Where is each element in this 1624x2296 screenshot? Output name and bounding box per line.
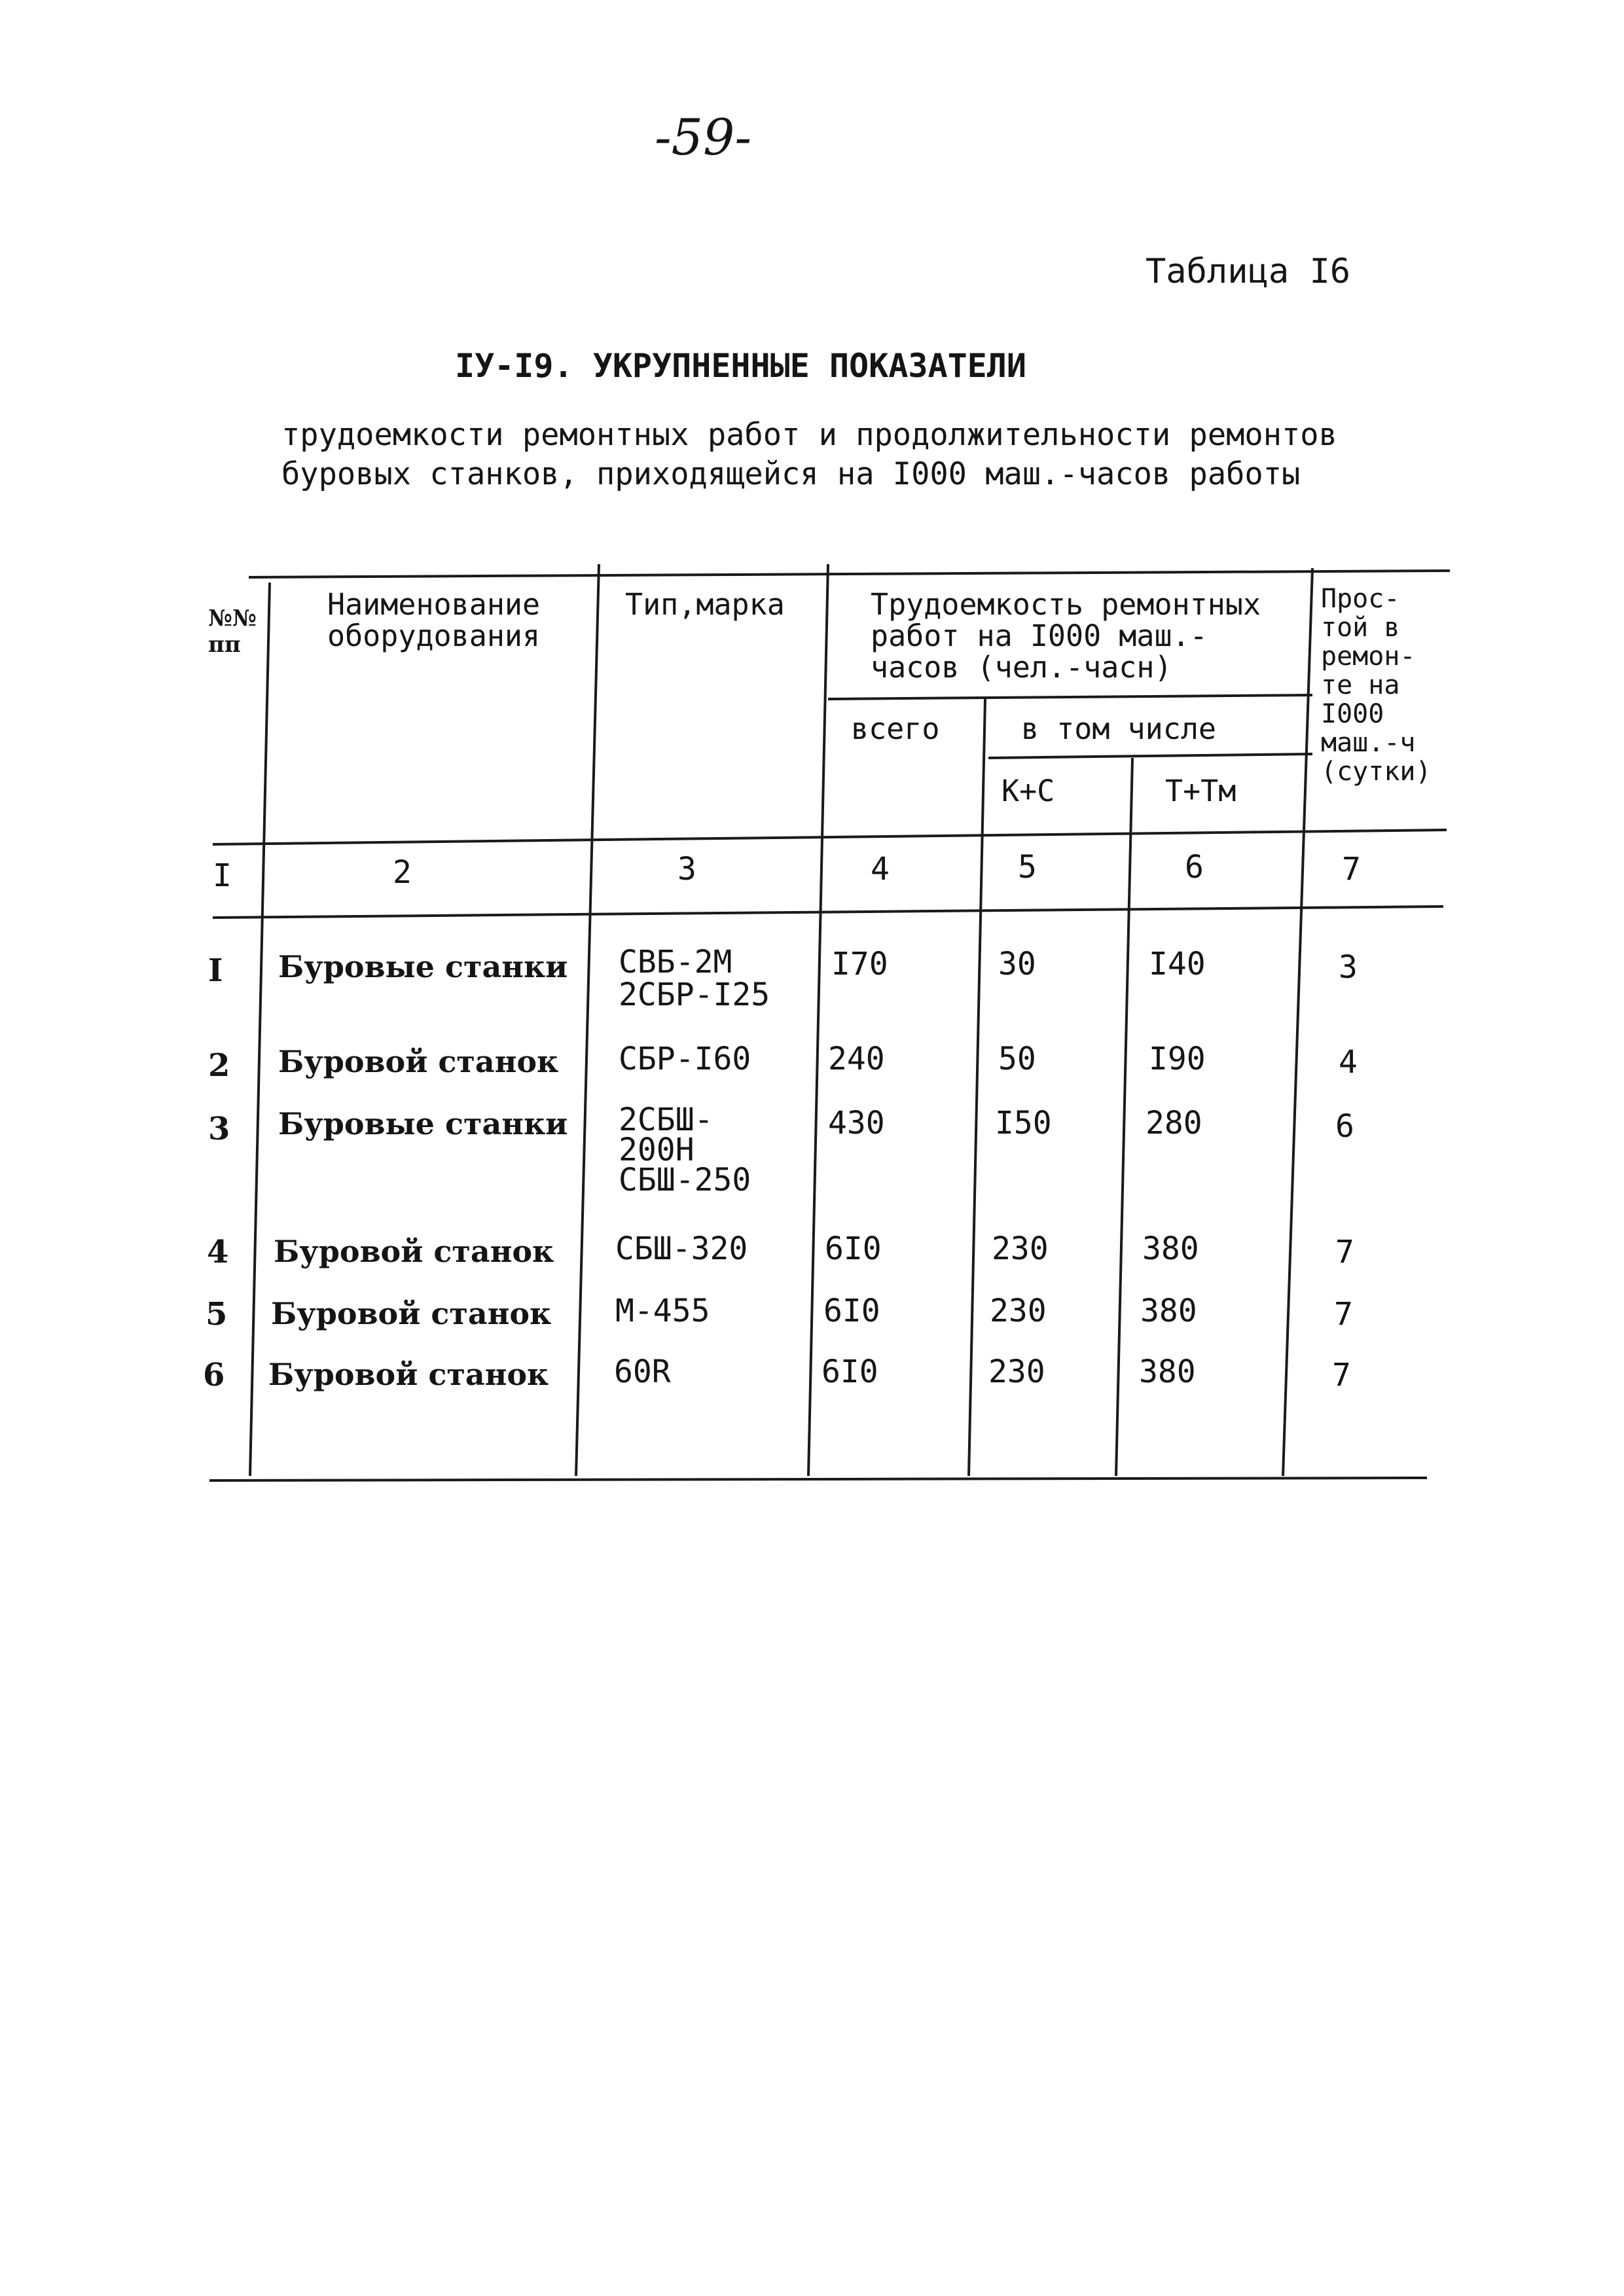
- row-type: СБР-I60: [619, 1041, 751, 1077]
- row-number: 5: [206, 1296, 228, 1333]
- column-number: 6: [1185, 849, 1204, 886]
- row-kc: 230: [992, 1230, 1049, 1267]
- header-total: всего: [851, 711, 940, 746]
- vline-5: [1116, 758, 1132, 1476]
- row-downtime: 7: [1332, 1357, 1351, 1393]
- table-bottom-border: [209, 1478, 1427, 1480]
- header-labor: Трудоемкость ремонтных работ на I000 маш.- часов (чел.-часн): [871, 587, 1261, 685]
- row-total: 6I0: [825, 1230, 882, 1267]
- header-bottom-border: [213, 830, 1447, 844]
- row-ttm: 280: [1146, 1105, 1202, 1141]
- header-including: в том числе: [1021, 711, 1217, 746]
- row-number: 6: [203, 1357, 225, 1393]
- row-total: 240: [828, 1041, 885, 1077]
- row-total: 6I0: [821, 1354, 878, 1390]
- row-type: 60R: [614, 1354, 671, 1390]
- subtitle-line-1: трудоемкости ремонтных работ и продолжительности ремонтов: [281, 417, 1337, 453]
- column-number: I: [213, 857, 232, 894]
- vline-2: [576, 564, 599, 1476]
- header-ttm: Т+Тм: [1165, 774, 1236, 808]
- including-subheader-line: [988, 754, 1312, 758]
- table-top-border: [249, 571, 1450, 577]
- row-ttm: 380: [1140, 1293, 1197, 1329]
- row-downtime: 6: [1335, 1108, 1354, 1145]
- row-type: СВБ-2М 2СБР-I25: [619, 944, 770, 1013]
- page-number: -59-: [655, 108, 752, 166]
- row-number: 2: [208, 1047, 230, 1084]
- header-downtime: Прос- той в ремон- те на I000 маш.-ч (сутки): [1321, 584, 1432, 787]
- row-name: Буровой станок: [278, 1044, 559, 1079]
- row-type: 2СБШ- 200Н СБШ-250: [619, 1102, 751, 1198]
- vline-4: [969, 699, 985, 1476]
- header-name: Наименование оборудования: [327, 587, 541, 653]
- column-number: 5: [1018, 849, 1037, 886]
- vline-1: [250, 583, 270, 1476]
- row-downtime: 7: [1335, 1234, 1354, 1270]
- header-kc: К+С: [1001, 774, 1055, 808]
- row-kc: 50: [998, 1041, 1036, 1077]
- row-total: 430: [828, 1105, 885, 1141]
- column-number: 7: [1342, 851, 1361, 888]
- row-ttm: 380: [1139, 1354, 1196, 1390]
- row-total: I70: [831, 946, 888, 982]
- row-downtime: 7: [1334, 1296, 1353, 1333]
- column-number: 3: [677, 851, 696, 888]
- row-kc: 230: [990, 1293, 1047, 1329]
- subtitle-line-2: буровых станков, приходящейся на I000 маш.-часов работы: [281, 456, 1301, 492]
- row-ttm: I40: [1149, 946, 1206, 982]
- row-type: СБШ-320: [615, 1230, 748, 1267]
- row-ttm: 380: [1142, 1230, 1199, 1267]
- header-no: №№ пп: [208, 605, 257, 658]
- column-number: 2: [393, 854, 412, 891]
- row-number: 3: [208, 1111, 230, 1147]
- table-label: Таблица I6: [1146, 252, 1351, 291]
- row-number: 4: [207, 1234, 229, 1270]
- header-type: Тип,марка: [625, 587, 785, 622]
- row-name: Буровые станки: [278, 1106, 568, 1141]
- vline-3: [808, 564, 828, 1476]
- section-title: IУ-I9. УКРУПНЕННЫЕ ПОКАЗАТЕЛИ: [455, 347, 1026, 385]
- labor-subheader-line: [828, 695, 1312, 699]
- row-number: I: [208, 952, 223, 989]
- vline-6: [1283, 568, 1312, 1476]
- row-kc: 30: [998, 946, 1036, 982]
- row-name: Буровые станки: [278, 949, 568, 984]
- row-name: Буровой станок: [271, 1296, 552, 1331]
- row-name: Буровой станок: [268, 1357, 549, 1392]
- row-name: Буровой станок: [274, 1234, 554, 1269]
- row-ttm: I90: [1149, 1041, 1206, 1077]
- row-downtime: 3: [1339, 949, 1358, 986]
- row-type: М-455: [615, 1293, 710, 1329]
- row-kc: I50: [995, 1105, 1052, 1141]
- row-downtime: 4: [1339, 1044, 1358, 1081]
- column-number: 4: [871, 851, 890, 888]
- colnum-bottom-border: [213, 906, 1443, 918]
- row-total: 6I0: [823, 1293, 880, 1329]
- row-kc: 230: [988, 1354, 1045, 1390]
